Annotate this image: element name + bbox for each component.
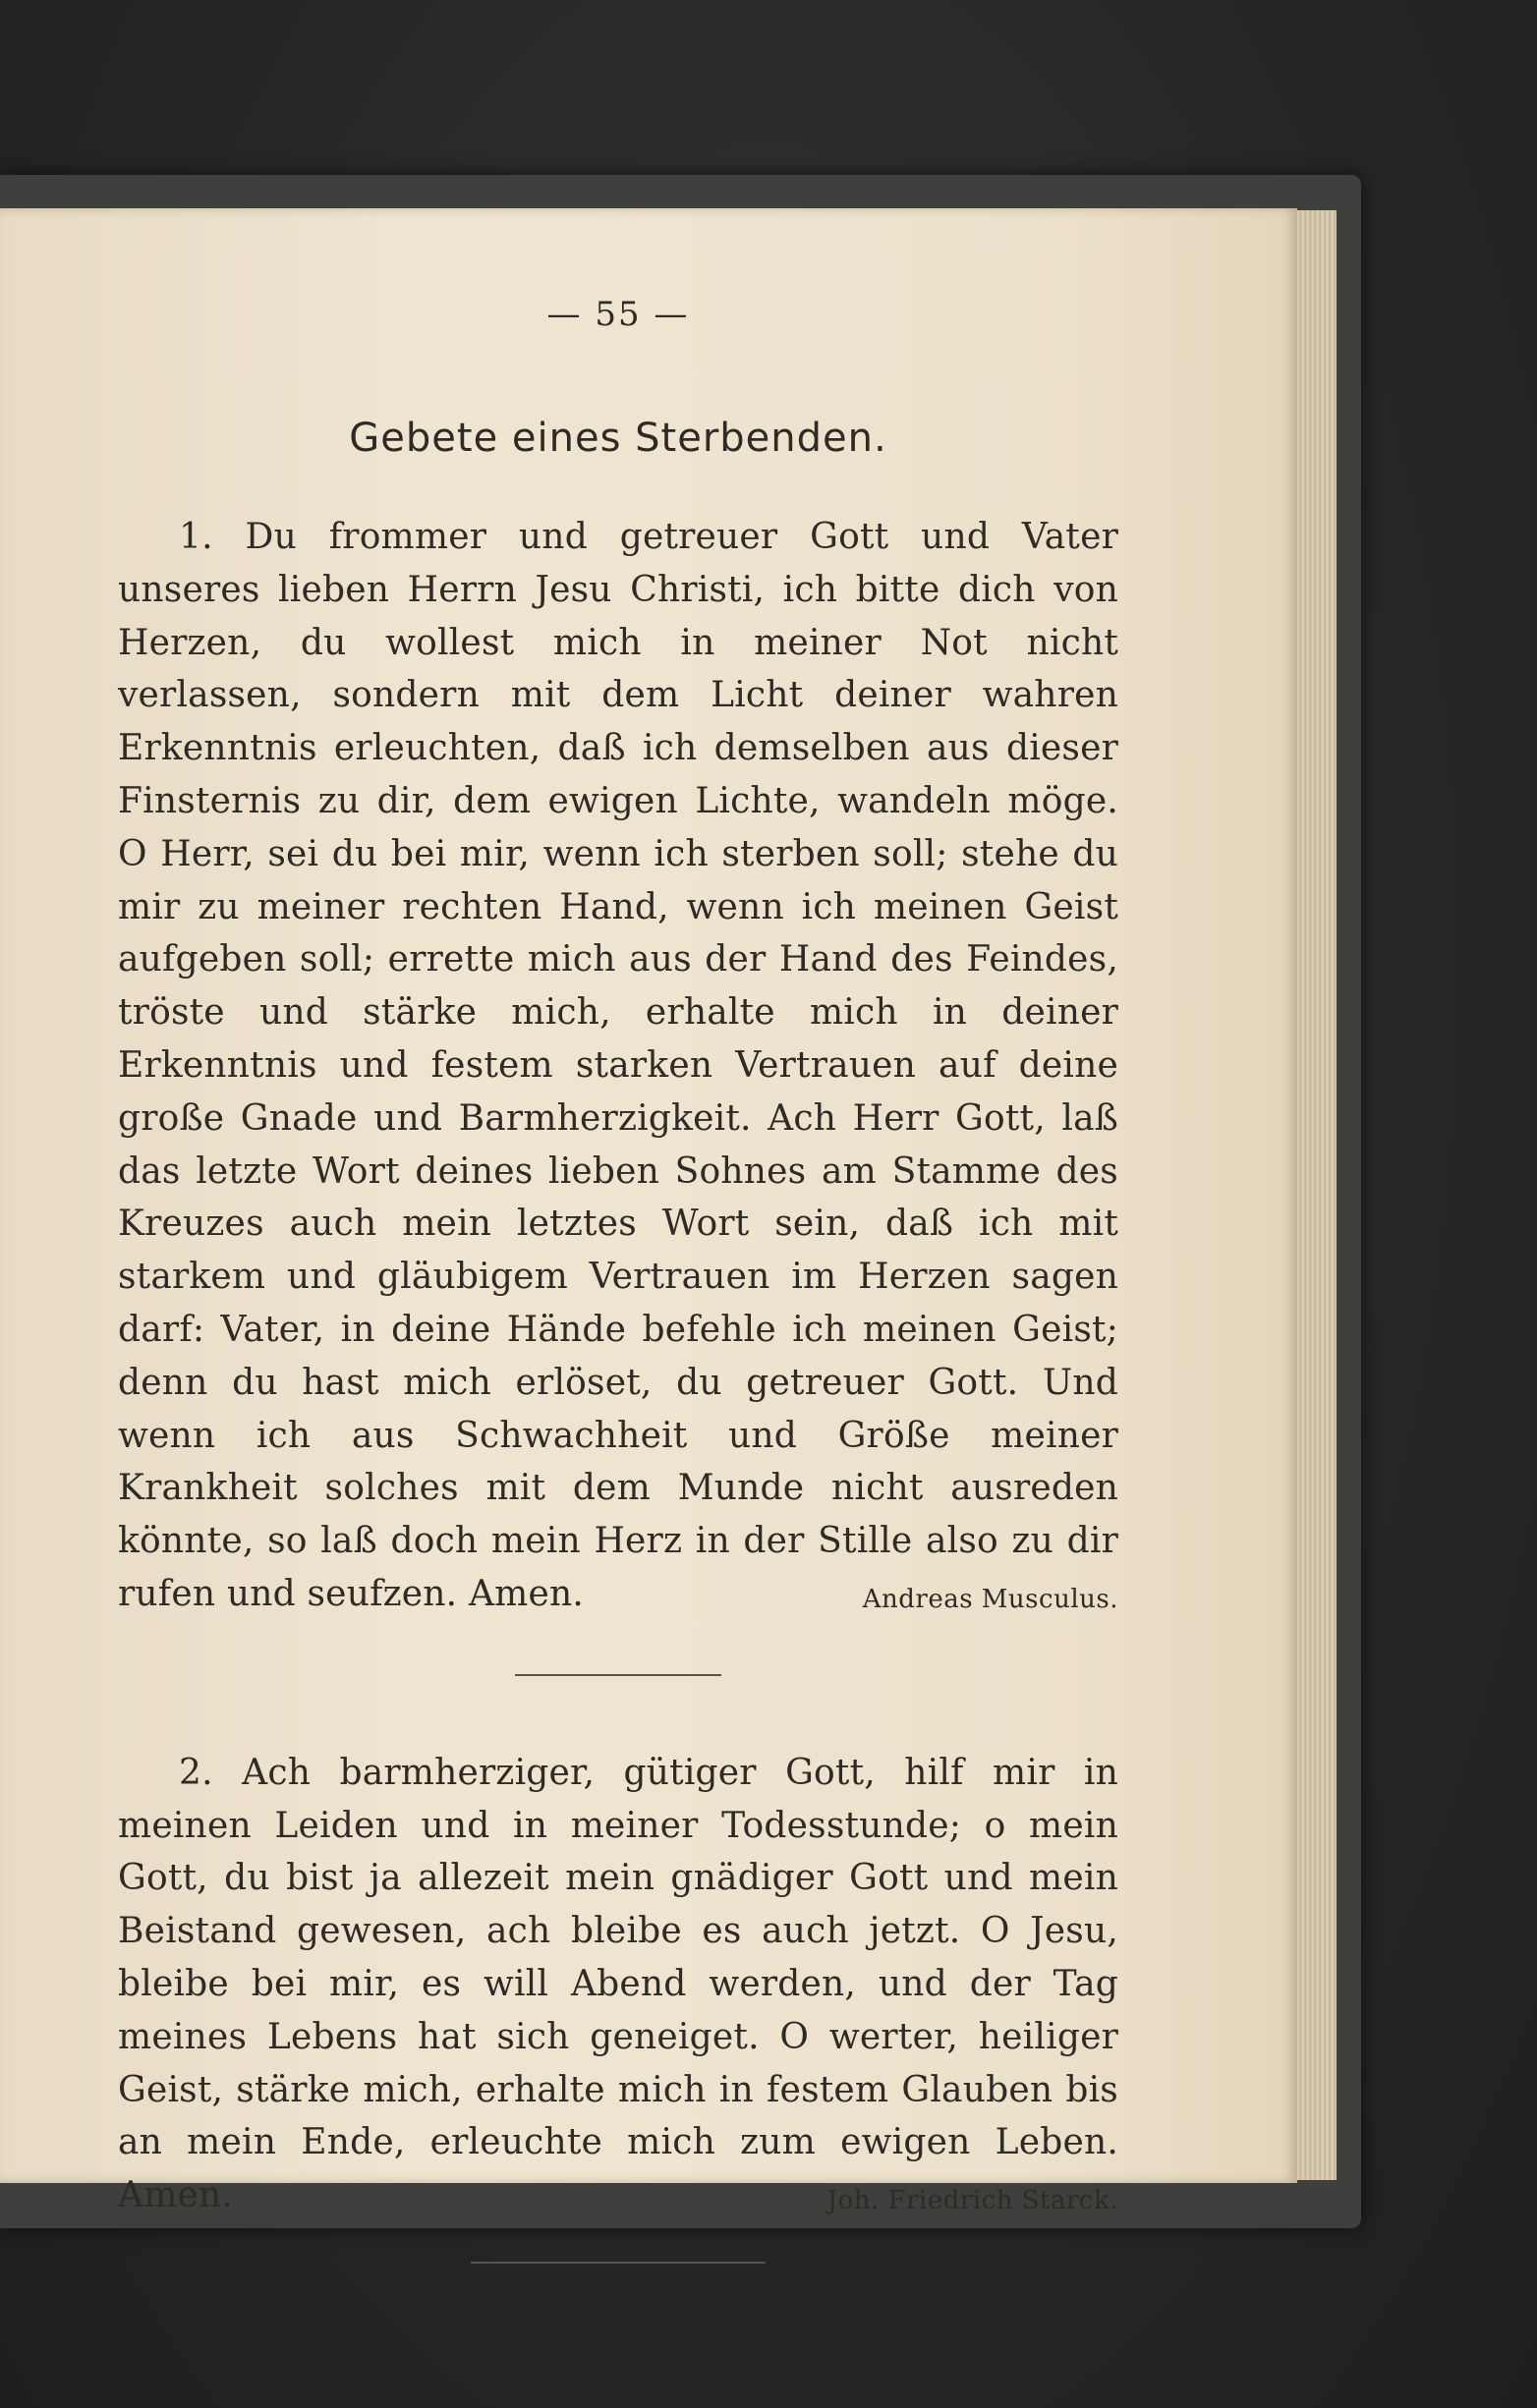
prayer-number: 1. [179,517,213,557]
page-number: — 55 — [546,295,690,334]
prayer-number: 2. [179,1752,213,1793]
prayer-author: Andreas Musculus. [862,1584,1118,1614]
prayer-2 [118,1747,1118,2222]
divider [515,1674,721,1676]
prayer-1 [118,511,1118,1621]
prayer-text: Ach barmherziger, gütiger Gott, hilf mir in meinen Leiden und in meiner Todesstunde; o mein Gott, du bist ja allezeit mein gnädiger Gott und mein Beistand gewesen, ach bleibe es auch jetzt. O Jesu, bleibe bei mir, es will Abend werden, und der Tag meines Lebens hat sich geneiget. O werter, heiliger Geist, stärke mich, erhalte mich in festem Glauben bis an mein Ende, erleuchte mich zum ewigen Leben. Amen. [118,1752,1118,2216]
page-edges [1297,210,1337,2180]
page-title: Gebete eines Sterbenden. [349,416,887,461]
divider [471,2262,766,2264]
prayer-author: Joh. Friedrich Starck. [826,2186,1118,2216]
prayer-text: Du frommer und getreuer Gott und Vater unseres lieben Herrn Jesu Christi, ich bitte dich von Herzen, du wollest mich in meiner Not nicht verlassen, sondern mit dem Licht deiner wahren Erkenntnis erleuchten, daß ich demselben aus dieser Finsternis zu dir, dem ewigen Lichte, wandeln möge. O Herr, sei du bei mir, wenn ich sterben soll; stehe du mir zu meiner rechten Hand, wenn ich meinen Geist aufgeben soll; errette mich aus der Hand des Feindes, tröste und stärke mich, erhalte mich in deiner Erkenntnis und festem starken Vertrauen auf deine große Gnade und Barmherzigkeit. Ach Herr Gott, laß das letzte Wort deines lieben Sohnes am Stamme des Kreuzes auch mein letztes Wort sein, daß ich mit starkem und gläubigem Vertrauen im Herzen sagen darf: Vater, in deine Hände befehle ich meinen Geist; denn du hast mich erlöset, du getreuer Gott. Und wenn ich aus Schwachheit und Größe meiner Krankheit solches mit dem Munde nicht ausreden könnte, so laß doch mein Herz in der Stille also zu dir rufen und seufzen. Amen. [118,517,1118,1614]
page-text-block [118,285,1118,2264]
